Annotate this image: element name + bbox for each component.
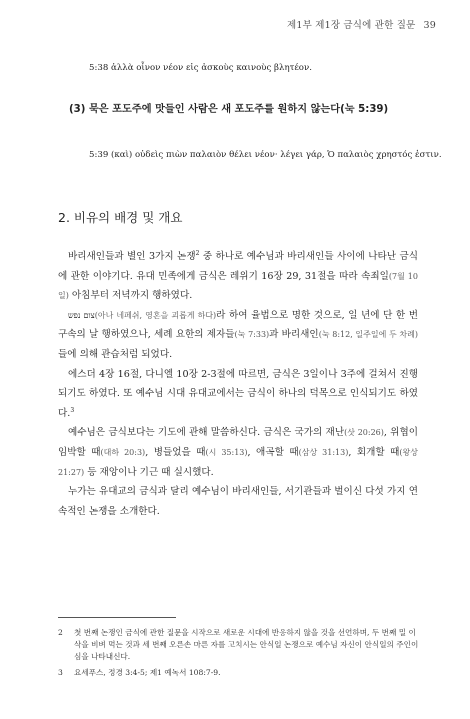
greek-quote-5-39: 5:39 (καὶ) οὐδεὶς πιὼν παλαιὸν θέλει νέον· λέγει γάρ, Ὁ παλαιὸς χρηστός ἐστιν. <box>89 150 442 160</box>
inline-note: (7월 10일) <box>58 271 418 301</box>
text-run: 등 재앙이나 기근 때 실시했다. <box>84 466 214 478</box>
text-run: , 애곡할 때 <box>247 446 299 458</box>
text-run: 아침부터 저녁까지 행하였다. <box>68 290 193 302</box>
footnote-2 <box>58 627 420 663</box>
text-run: 에스더 4장 16절, 다니엘 10장 2-3절에 따르면, 금식은 3일이나 3주에 걸쳐서 진행되기도 하였다. 또 예수님 시대 유대교에서는 금식이 하나의 덕목으로 인식되기도 하였다. <box>58 368 418 419</box>
footnote-ref-3: 3 <box>70 406 75 414</box>
body-text <box>58 247 418 521</box>
inline-note: (삿 20:26) <box>344 428 384 438</box>
footnotes <box>58 627 420 683</box>
inline-note: (대하 20:3) <box>100 447 146 457</box>
footnote-number: 3 <box>58 668 63 677</box>
paragraph-4 <box>58 423 418 482</box>
page-number: 39 <box>423 20 436 31</box>
inline-note: (아나 네페쉬, 영혼을 괴롭게 하다) <box>94 310 217 320</box>
footnote-3 <box>58 667 420 679</box>
paragraph-1 <box>58 247 418 306</box>
greek-quote-5-38: 5:38 ἀλλὰ οἶνον νέον εἰς ἀσκοὺς καινοὺς βλητέον. <box>89 63 312 73</box>
running-header <box>287 17 436 31</box>
inline-note: (눅 8:12, 일주일에 두 차례) <box>318 330 418 340</box>
text-run: 예수님은 금식보다는 기도에 관해 말씀하신다. 금식은 국가의 재난 <box>68 427 345 439</box>
section-title: 2. 비유의 배경 및 개요 <box>58 210 183 225</box>
text-run: 바리새인들과 별인 3가지 논쟁 <box>68 251 196 262</box>
hebrew-term: צום נפש <box>68 310 95 320</box>
running-title: 제1부 제1장 금식에 관한 질문 <box>286 20 416 31</box>
text-run: 과 바리새인 <box>269 329 319 341</box>
text-run: 라 하여 율법으로 명한 것으로, 일 년에 단 한 번 구속의 날 행하였으나, 세례 요한의 제자들 <box>58 309 419 341</box>
inline-note: (눅 7:33) <box>234 330 270 340</box>
text-run: , 회개할 때 <box>348 446 400 458</box>
inline-note: (왕상 21:27) <box>58 447 418 477</box>
text-run: 들에 의해 관습처럼 되었다. <box>58 348 173 360</box>
subheading-3: (3) 묵은 포도주에 맛들인 사람은 새 포도주를 원하지 않는다(눅 5:39) <box>69 104 389 115</box>
text-run: , 병들었을 때 <box>145 446 206 458</box>
footnote-ref-2: 2 <box>195 249 200 257</box>
text-run: 중 하나로 예수님과 바리새인들 사이에 나타난 금식에 관한 이야기다. 유대 민족에게 금식은 레위기 16장 29, 31절을 따라 속죄일 <box>58 251 419 282</box>
inline-note: (삼상 31:13) <box>298 447 349 457</box>
footnote-divider <box>58 617 176 618</box>
paragraph-3 <box>58 365 418 424</box>
footnote-text: 요세푸스, 정경 3:4-5; 제1 예녹서 108:7-9. <box>74 668 221 677</box>
paragraph-5: 누가는 유대교의 금식과 달리 예수님이 바리새인들, 서기관들과 벌이신 다섯 가지 연속적인 논쟁을 소개한다. <box>58 486 418 517</box>
paragraph-2 <box>58 306 418 365</box>
text-run: , 위협이 임박할 때 <box>58 427 418 458</box>
footnote-text: 첫 번째 논쟁인 금식에 관한 질문을 시작으로 새로운 시대에 반응하지 않을 것을 선언하며, 두 번째 밀 이삭을 비벼 먹는 것과 세 번째 오른손 마른 자를 고치시는 안식일 논쟁으로 예수님 자신이 안식일의 주인이심을 나타내신다. <box>74 628 419 661</box>
inline-note: (시 35:13) <box>205 447 248 457</box>
footnote-number: 2 <box>58 628 63 637</box>
